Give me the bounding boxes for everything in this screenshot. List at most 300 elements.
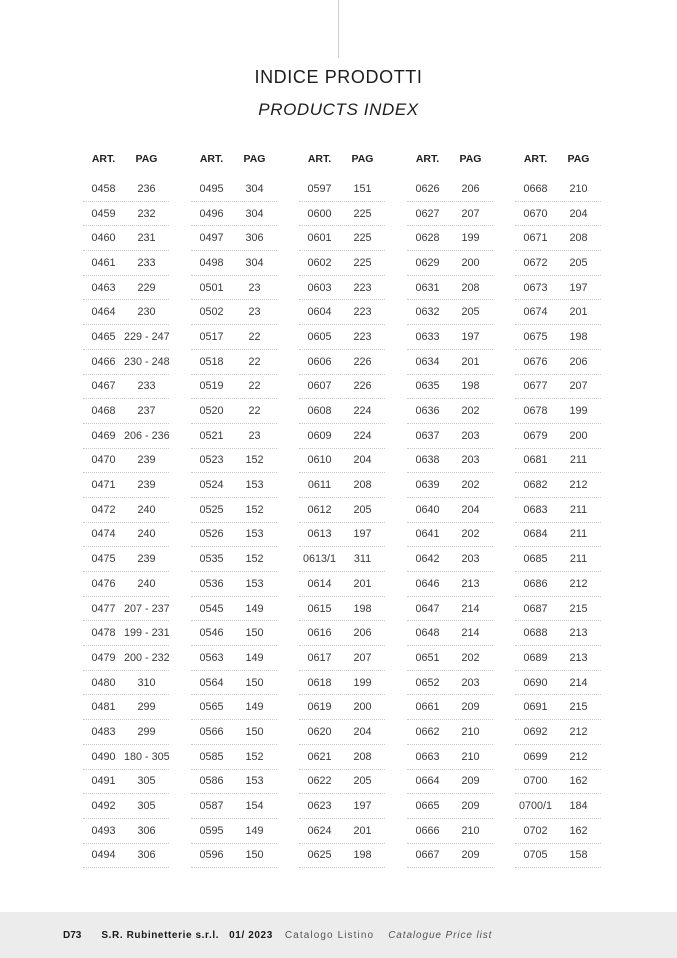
- art-cell: 0672: [523, 256, 548, 269]
- index-column: [299, 149, 385, 868]
- art-cell: 0606: [307, 355, 332, 368]
- index-row: [299, 375, 385, 400]
- pag-cell: 236: [137, 182, 156, 195]
- index-row: [191, 300, 277, 325]
- index-row: [83, 399, 169, 424]
- art-cell: 0632: [415, 306, 440, 319]
- index-row: [191, 646, 277, 671]
- index-row: [191, 720, 277, 745]
- art-cell: 0685: [523, 553, 548, 566]
- pag-cell: 201: [461, 355, 480, 368]
- column-header-row: [515, 149, 601, 168]
- index-row: [191, 819, 277, 844]
- pag-cell: 239: [137, 479, 156, 492]
- index-row: [407, 350, 493, 375]
- pag-cell: 214: [461, 627, 480, 640]
- index-row: [515, 276, 601, 301]
- art-cell: 0641: [415, 528, 440, 541]
- pag-cell: 152: [245, 553, 264, 566]
- art-cell: 0637: [415, 429, 440, 442]
- index-row: [299, 770, 385, 795]
- art-cell: 0617: [307, 651, 332, 664]
- index-row: [191, 695, 277, 720]
- pag-cell: 197: [569, 281, 588, 294]
- pag-cell: 149: [245, 602, 264, 615]
- index-row: [407, 844, 493, 869]
- index-row: [191, 547, 277, 572]
- pag-cell: 199: [569, 405, 588, 418]
- index-row: [83, 572, 169, 597]
- index-row: [407, 819, 493, 844]
- pag-column-header: PAG: [567, 152, 590, 165]
- index-row: [299, 794, 385, 819]
- art-cell: 0525: [199, 503, 224, 516]
- art-cell: 0624: [307, 824, 332, 837]
- art-cell: 0536: [199, 577, 224, 590]
- art-cell: 0481: [91, 701, 116, 714]
- pag-cell: 22: [248, 405, 261, 418]
- index-row: [407, 300, 493, 325]
- pag-cell: 202: [461, 528, 480, 541]
- art-cell: 0692: [523, 725, 548, 738]
- pag-cell: 23: [248, 306, 261, 319]
- pag-cell: 304: [245, 207, 264, 220]
- pag-cell: 149: [245, 824, 264, 837]
- index-row: [191, 177, 277, 202]
- art-column-header: ART.: [307, 152, 332, 165]
- index-row: [299, 819, 385, 844]
- pag-column-header: PAG: [135, 152, 158, 165]
- index-row: [83, 695, 169, 720]
- art-cell: 0636: [415, 405, 440, 418]
- pag-cell: 306: [137, 824, 156, 837]
- pag-cell: 22: [248, 330, 261, 343]
- art-cell: 0490: [91, 750, 116, 763]
- index-row: [407, 202, 493, 227]
- art-cell: 0460: [91, 232, 116, 245]
- art-cell: 0634: [415, 355, 440, 368]
- index-row: [191, 498, 277, 523]
- page-title: INDICE PRODOTTI: [254, 67, 423, 87]
- index-row: [191, 523, 277, 548]
- pag-cell: 198: [353, 602, 372, 615]
- pag-cell: 240: [137, 528, 156, 541]
- pag-cell: 224: [353, 429, 372, 442]
- art-cell: 0520: [199, 405, 224, 418]
- pag-cell: 209: [461, 775, 480, 788]
- index-row: [299, 547, 385, 572]
- index-row: [515, 646, 601, 671]
- pag-cell: 233: [137, 256, 156, 269]
- pag-cell: 230: [137, 306, 156, 319]
- pag-cell: 203: [461, 676, 480, 689]
- art-cell: 0620: [307, 725, 332, 738]
- pag-cell: 226: [353, 380, 372, 393]
- art-cell: 0622: [307, 775, 332, 788]
- index-row: [407, 720, 493, 745]
- index-row: [515, 449, 601, 474]
- pag-column-header: PAG: [459, 152, 482, 165]
- art-column-header: ART.: [91, 152, 116, 165]
- pag-cell: 212: [569, 479, 588, 492]
- index-row: [407, 547, 493, 572]
- index-row: [191, 350, 277, 375]
- index-row: [299, 276, 385, 301]
- art-cell: 0690: [523, 676, 548, 689]
- index-row: [83, 770, 169, 795]
- index-row: [83, 597, 169, 622]
- index-row: [83, 202, 169, 227]
- pag-cell: 201: [569, 306, 588, 319]
- art-cell: 0524: [199, 479, 224, 492]
- pag-cell: 197: [353, 800, 372, 813]
- pag-cell: 299: [137, 701, 156, 714]
- art-cell: 0631: [415, 281, 440, 294]
- index-row: [515, 770, 601, 795]
- pag-cell: 150: [245, 849, 264, 862]
- art-cell: 0496: [199, 207, 224, 220]
- art-cell: 0640: [415, 503, 440, 516]
- art-cell: 0623: [307, 800, 332, 813]
- index-row: [299, 226, 385, 251]
- pag-cell: 306: [245, 232, 264, 245]
- art-cell: 0501: [199, 281, 224, 294]
- index-row: [299, 720, 385, 745]
- pag-cell: 210: [461, 750, 480, 763]
- pag-cell: 199: [461, 232, 480, 245]
- art-cell: 0546: [199, 627, 224, 640]
- pag-cell: 305: [137, 800, 156, 813]
- art-cell: 0497: [199, 232, 224, 245]
- footer-bar: [0, 912, 677, 958]
- art-cell: 0526: [199, 528, 224, 541]
- index-row: [299, 695, 385, 720]
- pag-cell: 208: [353, 479, 372, 492]
- index-row: [299, 745, 385, 770]
- art-cell: 0612: [307, 503, 332, 516]
- art-cell: 0615: [307, 602, 332, 615]
- index-row: [191, 375, 277, 400]
- art-cell: 0673: [523, 281, 548, 294]
- art-cell: 0604: [307, 306, 332, 319]
- art-cell: 0595: [199, 824, 224, 837]
- art-cell: 0662: [415, 725, 440, 738]
- index-row: [299, 399, 385, 424]
- pag-cell: 205: [569, 256, 588, 269]
- pag-cell: 151: [353, 182, 372, 195]
- index-row: [191, 572, 277, 597]
- index-row: [83, 498, 169, 523]
- pag-cell: 200: [461, 256, 480, 269]
- index-row: [515, 597, 601, 622]
- index-row: [83, 375, 169, 400]
- art-cell: 0468: [91, 405, 116, 418]
- art-cell: 0700/1: [518, 800, 553, 813]
- pag-cell: 203: [461, 429, 480, 442]
- art-cell: 0607: [307, 380, 332, 393]
- pag-cell: 202: [461, 651, 480, 664]
- index-row: [191, 671, 277, 696]
- index-row: [83, 523, 169, 548]
- index-row: [191, 424, 277, 449]
- art-cell: 0621: [307, 750, 332, 763]
- art-cell: 0601: [307, 232, 332, 245]
- art-cell: 0676: [523, 355, 548, 368]
- pag-cell: 211: [569, 454, 588, 467]
- pag-cell: 213: [569, 627, 588, 640]
- index-row: [299, 646, 385, 671]
- pag-cell: 225: [353, 256, 372, 269]
- art-cell: 0664: [415, 775, 440, 788]
- art-cell: 0602: [307, 256, 332, 269]
- index-column: [407, 149, 493, 868]
- index-row: [515, 375, 601, 400]
- art-cell: 0475: [91, 553, 116, 566]
- pag-cell: 232: [137, 207, 156, 220]
- pag-cell: 237: [137, 405, 156, 418]
- pag-cell: 212: [569, 577, 588, 590]
- art-cell: 0625: [307, 849, 332, 862]
- art-cell: 0600: [307, 207, 332, 220]
- art-cell: 0665: [415, 800, 440, 813]
- pag-cell: 206 - 236: [124, 429, 170, 442]
- art-cell: 0661: [415, 701, 440, 714]
- index-row: [299, 251, 385, 276]
- art-column-header: ART.: [523, 152, 548, 165]
- art-cell: 0461: [91, 256, 116, 269]
- art-cell: 0619: [307, 701, 332, 714]
- index-row: [299, 597, 385, 622]
- art-cell: 0480: [91, 676, 116, 689]
- pag-cell: 162: [569, 775, 588, 788]
- index-row: [191, 770, 277, 795]
- pag-cell: 205: [461, 306, 480, 319]
- pag-cell: 153: [245, 479, 264, 492]
- pag-cell: 207: [461, 207, 480, 220]
- pag-cell: 223: [353, 281, 372, 294]
- art-cell: 0639: [415, 479, 440, 492]
- art-cell: 0611: [307, 479, 332, 492]
- index-row: [515, 745, 601, 770]
- index-row: [299, 177, 385, 202]
- index-row: [407, 226, 493, 251]
- art-cell: 0459: [91, 207, 116, 220]
- pag-cell: 209: [461, 849, 480, 862]
- index-row: [407, 424, 493, 449]
- art-cell: 0648: [415, 627, 440, 640]
- art-column-header: ART.: [415, 152, 440, 165]
- index-row: [299, 325, 385, 350]
- index-row: [515, 325, 601, 350]
- pag-cell: 211: [569, 503, 588, 516]
- art-cell: 0495: [199, 182, 224, 195]
- pag-cell: 199 - 231: [124, 627, 170, 640]
- art-cell: 0613: [307, 528, 332, 541]
- pag-cell: 208: [461, 281, 480, 294]
- pag-cell: 200: [353, 701, 372, 714]
- art-cell: 0523: [199, 454, 224, 467]
- pag-cell: 154: [245, 800, 264, 813]
- index-row: [299, 350, 385, 375]
- pag-cell: 203: [461, 454, 480, 467]
- pag-cell: 180 - 305: [124, 750, 170, 763]
- pag-cell: 225: [353, 232, 372, 245]
- art-cell: 0477: [91, 602, 116, 615]
- index-row: [299, 621, 385, 646]
- art-cell: 0469: [91, 429, 116, 442]
- pag-cell: 225: [353, 207, 372, 220]
- art-cell: 0565: [199, 701, 224, 714]
- index-row: [407, 621, 493, 646]
- art-cell: 0491: [91, 775, 116, 788]
- index-row: [191, 276, 277, 301]
- index-row: [407, 794, 493, 819]
- pag-cell: 239: [137, 553, 156, 566]
- index-row: [191, 449, 277, 474]
- title-block: [0, 66, 677, 121]
- art-cell: 0597: [307, 182, 332, 195]
- pag-cell: 230 - 248: [124, 355, 170, 368]
- art-cell: 0618: [307, 676, 332, 689]
- index-row: [515, 547, 601, 572]
- art-cell: 0493: [91, 824, 116, 837]
- art-cell: 0626: [415, 182, 440, 195]
- pag-cell: 223: [353, 330, 372, 343]
- index-row: [83, 473, 169, 498]
- art-cell: 0651: [415, 651, 440, 664]
- art-cell: 0464: [91, 306, 116, 319]
- pag-cell: 202: [461, 405, 480, 418]
- art-cell: 0605: [307, 330, 332, 343]
- index-row: [407, 695, 493, 720]
- art-cell: 0633: [415, 330, 440, 343]
- art-column-header: ART.: [199, 152, 224, 165]
- index-row: [83, 745, 169, 770]
- art-cell: 0494: [91, 849, 116, 862]
- pag-cell: 310: [137, 676, 156, 689]
- art-cell: 0667: [415, 849, 440, 862]
- art-cell: 0608: [307, 405, 332, 418]
- index-row: [515, 226, 601, 251]
- index-row: [515, 819, 601, 844]
- pag-cell: 212: [569, 725, 588, 738]
- pag-cell: 304: [245, 182, 264, 195]
- pag-cell: 211: [569, 528, 588, 541]
- pag-cell: 150: [245, 676, 264, 689]
- pag-cell: 200 - 232: [124, 651, 170, 664]
- index-row: [515, 844, 601, 869]
- pag-cell: 224: [353, 405, 372, 418]
- pag-cell: 231: [137, 232, 156, 245]
- art-cell: 0610: [307, 454, 332, 467]
- pag-cell: 162: [569, 824, 588, 837]
- index-row: [83, 226, 169, 251]
- index-row: [407, 597, 493, 622]
- index-row: [83, 547, 169, 572]
- pag-cell: 226: [353, 355, 372, 368]
- pag-cell: 184: [569, 800, 588, 813]
- art-cell: 0700: [523, 775, 548, 788]
- index-row: [407, 646, 493, 671]
- index-row: [191, 325, 277, 350]
- pag-cell: 22: [248, 355, 261, 368]
- index-row: [83, 819, 169, 844]
- art-cell: 0465: [91, 330, 116, 343]
- art-cell: 0474: [91, 528, 116, 541]
- index-row: [191, 844, 277, 869]
- pag-cell: 304: [245, 256, 264, 269]
- index-row: [299, 844, 385, 869]
- art-cell: 0679: [523, 429, 548, 442]
- footer-page-code: D73: [63, 929, 82, 941]
- column-header-row: [407, 149, 493, 168]
- index-row: [299, 473, 385, 498]
- index-column: [191, 149, 277, 868]
- index-row: [515, 350, 601, 375]
- pag-cell: 205: [353, 775, 372, 788]
- pag-cell: 202: [461, 479, 480, 492]
- art-cell: 0458: [91, 182, 116, 195]
- art-cell: 0518: [199, 355, 224, 368]
- index-row: [191, 621, 277, 646]
- pag-cell: 150: [245, 725, 264, 738]
- art-cell: 0684: [523, 528, 548, 541]
- pag-cell: 209: [461, 800, 480, 813]
- art-cell: 0498: [199, 256, 224, 269]
- pag-cell: 197: [353, 528, 372, 541]
- index-row: [83, 177, 169, 202]
- pag-cell: 207 - 237: [124, 602, 170, 615]
- index-row: [299, 523, 385, 548]
- art-cell: 0609: [307, 429, 332, 442]
- art-cell: 0678: [523, 405, 548, 418]
- pag-cell: 153: [245, 528, 264, 541]
- pag-cell: 152: [245, 750, 264, 763]
- art-cell: 0689: [523, 651, 548, 664]
- art-cell: 0521: [199, 429, 224, 442]
- art-cell: 0627: [415, 207, 440, 220]
- index-row: [83, 325, 169, 350]
- art-cell: 0466: [91, 355, 116, 368]
- index-row: [407, 276, 493, 301]
- art-cell: 0682: [523, 479, 548, 492]
- index-row: [83, 251, 169, 276]
- page-subtitle: PRODUCTS INDEX: [258, 100, 419, 119]
- pag-cell: 158: [569, 849, 588, 862]
- pag-cell: 199: [353, 676, 372, 689]
- pag-cell: 198: [569, 330, 588, 343]
- index-columns: [83, 149, 601, 868]
- index-row: [299, 202, 385, 227]
- art-cell: 0675: [523, 330, 548, 343]
- art-cell: 0471: [91, 479, 116, 492]
- index-row: [407, 770, 493, 795]
- pag-cell: 22: [248, 380, 261, 393]
- art-cell: 0642: [415, 553, 440, 566]
- art-cell: 0545: [199, 602, 224, 615]
- pag-cell: 204: [569, 207, 588, 220]
- pag-cell: 213: [461, 577, 480, 590]
- art-cell: 0492: [91, 800, 116, 813]
- index-row: [299, 449, 385, 474]
- art-cell: 0681: [523, 454, 548, 467]
- pag-cell: 197: [461, 330, 480, 343]
- art-cell: 0587: [199, 800, 224, 813]
- footer-catalog-label-it: Catalogo Listino: [284, 929, 375, 941]
- index-row: [83, 424, 169, 449]
- pag-cell: 204: [353, 725, 372, 738]
- pag-cell: 299: [137, 725, 156, 738]
